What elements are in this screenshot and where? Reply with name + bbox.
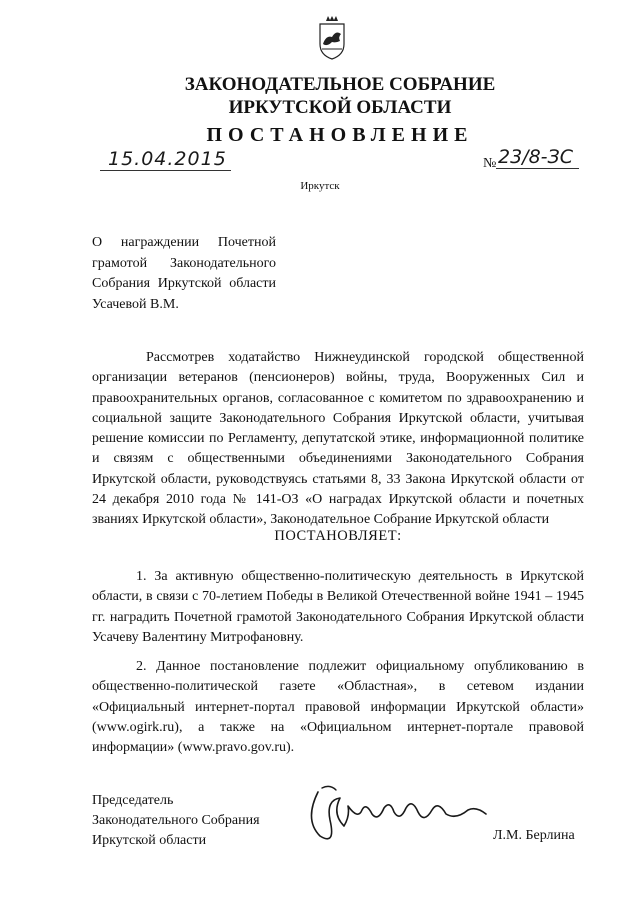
signatory-title-line2: Законодательного Собрания xyxy=(92,813,260,828)
number-sign: № xyxy=(483,156,497,171)
coat-of-arms-icon xyxy=(317,14,347,60)
signatory-name: Л.М. Берлина xyxy=(493,828,575,843)
document-type: ПОСТАНОВЛЕНИЕ xyxy=(206,124,474,146)
document-date: 15.04.2015 xyxy=(100,148,231,171)
signatory-title-line1: Председатель xyxy=(92,793,174,808)
signatory-title-line3: Иркутской области xyxy=(92,833,207,848)
resolution-item-1: 1. За активную общественно-политическую деятельность в Иркутской области, в связи с 70-летием Победы в Великой Отечественной войне 1941 – 1945 гг. наградить Почетной грамотой Законодательного Собрания Иркутской области Усачеву Валентину Митрофановну. xyxy=(92,569,584,645)
resolves-heading: ПОСТАНОВЛЯЕТ: xyxy=(274,528,402,544)
document-number: 23/8-ЗС xyxy=(496,146,579,169)
document-subject: О награждении Почетной грамотой Законодательного Собрания Иркутской области Усачевой В.М. xyxy=(92,235,276,312)
city: Иркутск xyxy=(300,180,340,192)
organization-name-line1: ЗАКОНОДАТЕЛЬНОЕ СОБРАНИЕ xyxy=(184,74,496,95)
resolution-item-2: 2. Данное постановление подлежит официальному опубликованию в общественно-политической газете «Областная», в сетевом издании «Официальный интернет-портал правовой информации Иркутской области» (www.ogirk.ru), а также на «Официальном интернет-портале правовой информации» (www.pravo.gov.ru). xyxy=(92,659,584,756)
signatory-title xyxy=(92,791,260,851)
preamble-paragraph: Рассмотрев ходатайство Нижнеудинской городской общественной организации ветеранов (пенсионеров) войны, труда, Вооруженных Сил и правоохранительных органов, согласованное с комитетом по здравоохранению и социальной защите Законодательного Собрания Иркутской области, учитывая решение комиссии по Регламенту, депутатской этике, информационной политике и связям с общественными объединениями Законодательного Собрания Иркутской области, руководствуясь статьями 8, 33 Закона Иркутской области от 24 декабря 2010 года № 141-ОЗ «О наградах Иркутской области и почетных званиях Иркутской области», Законодательное Собрание Иркутской области xyxy=(92,350,584,528)
organization-name-line2: ИРКУТСКОЙ ОБЛАСТИ xyxy=(228,97,452,118)
handwritten-signature xyxy=(300,780,490,860)
